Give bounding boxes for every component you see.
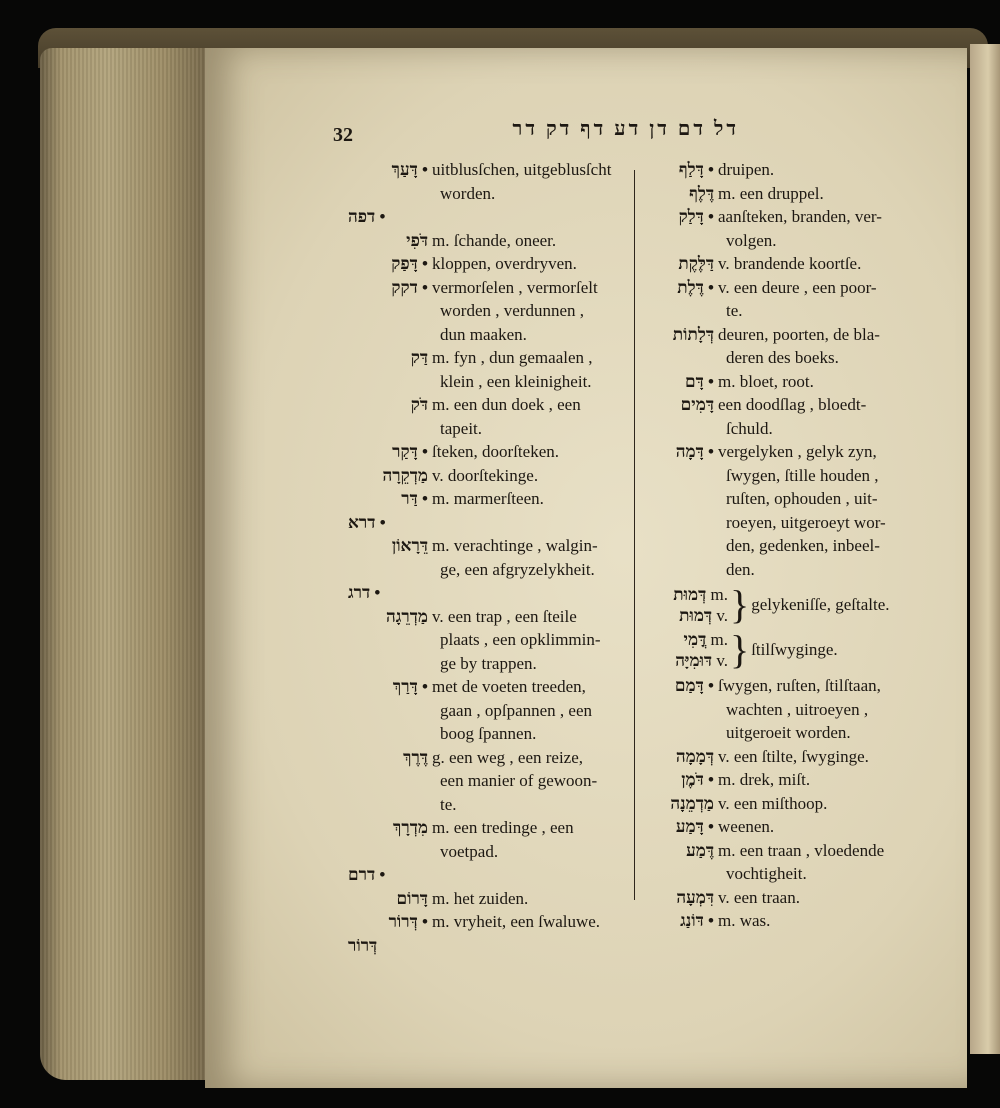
dictionary-entry [348, 276, 628, 347]
right-column [658, 158, 930, 933]
gender-mark: m. [710, 630, 728, 649]
book-page-edges [40, 48, 218, 1080]
hebrew-headword: • דְּרוֹר [388, 912, 428, 931]
definition-line: g. een weg , een reize, [432, 747, 584, 767]
hebrew-headword: דָּרוֹם [396, 888, 428, 908]
hebrew-headword: דֹּק [410, 395, 428, 414]
root-entry [348, 205, 628, 229]
dictionary-entry [348, 393, 628, 440]
dictionary-entry [658, 839, 930, 886]
definition-line: ruſten, ophouden , uit- [726, 489, 878, 508]
gender-mark: m. [710, 585, 728, 604]
definition [428, 440, 628, 464]
dictionary-entry [658, 815, 930, 839]
definition [714, 839, 930, 886]
hebrew-headword: דֳּמִי [683, 630, 707, 649]
definition [428, 464, 628, 488]
definition [428, 276, 628, 347]
dictionary-entry [348, 746, 628, 817]
definition-line: m. ſchande, oneer. [432, 230, 557, 250]
dictionary-entry [658, 674, 930, 745]
hebrew-headword: • דַּר [401, 489, 428, 508]
hebrew-headword: דְּלָתוֹת [672, 324, 714, 344]
definition [714, 158, 930, 182]
definition-line: aanſteken, branden, ver- [718, 207, 882, 226]
definition [428, 746, 628, 817]
hebrew-headword: • דפה [348, 207, 386, 226]
hebrew-headword: • דקק [391, 277, 428, 297]
definition [428, 252, 628, 276]
dictionary-entry [658, 276, 930, 323]
hebrew-headword: דּוּמִיָּה [675, 651, 713, 670]
dictionary-entry [658, 909, 930, 933]
definition-line: m. verachtinge , walgin- [432, 536, 598, 555]
definition-line: vermorſelen , vermorſelt [432, 277, 598, 297]
definition-line: worden. [440, 183, 496, 203]
definition-line: voetpad. [440, 841, 499, 861]
hebrew-headword: • דָּמַע [675, 817, 714, 836]
definition [714, 205, 930, 252]
hebrew-headword: • דָּרַךְ [392, 677, 428, 696]
brace-group-headwords [658, 629, 728, 671]
definition-line: volgen. [726, 230, 777, 250]
definition [428, 910, 628, 934]
dictionary-entry [348, 887, 628, 911]
dictionary-entry [658, 440, 930, 581]
hebrew-headword: דְּמָמָה [675, 746, 714, 766]
hebrew-headword: • דָּלַף [678, 160, 714, 179]
definition-line: v. een ſtilte, ſwyginge. [718, 746, 869, 766]
hebrew-headword: דַּלֶּקֶת [678, 254, 714, 273]
brace-group [658, 584, 930, 626]
definition [714, 674, 930, 745]
facing-page-edge [970, 44, 1000, 1054]
brace-group-word [658, 650, 728, 671]
definition-line: v. een miſthoop. [718, 793, 828, 813]
left-column [348, 158, 628, 957]
definition [714, 815, 930, 839]
dictionary-entry [348, 464, 628, 488]
definition-line: uitblusſchen, uitgeblusſcht [432, 160, 612, 179]
definition-line: m. vryheit, een ſwaluwe. [432, 912, 601, 931]
dictionary-entry [348, 158, 628, 205]
brace-group-word [658, 584, 728, 605]
definition [428, 346, 628, 393]
hebrew-headword: דָּמִים [680, 395, 714, 414]
brace-groups [658, 584, 930, 671]
definition-line: worden , verdunnen , [440, 301, 584, 320]
dictionary-entry [658, 393, 930, 440]
curly-brace: } [730, 582, 750, 627]
hebrew-headword: דֵּרָאוֹן [391, 536, 428, 555]
dictionary-entry [658, 252, 930, 276]
hebrew-headword: • דָּמָה [675, 442, 714, 461]
definition-line: m. marmerſteen. [432, 489, 544, 508]
definition-line: ge by trappen. [440, 653, 537, 673]
definition [428, 605, 628, 676]
root-entry [348, 511, 628, 535]
definition-line: vochtigheit. [726, 864, 807, 883]
dictionary-entry [348, 487, 628, 511]
definition-line: ſwygen, ſtille houden , [726, 465, 879, 485]
hebrew-headword: דְּרוֹר [348, 935, 378, 955]
definition [428, 816, 628, 863]
definition-line: druipen. [718, 160, 775, 179]
definition-line: ſteken, doorſteken. [432, 442, 559, 461]
hebrew-headword: דְּמוּת [679, 606, 713, 625]
dictionary-entry [348, 440, 628, 464]
definition-line: te. [726, 301, 743, 320]
dictionary-entry [658, 768, 930, 792]
definition-line: deren des boeks. [726, 348, 839, 367]
brace-group-gloss: ſtilſwyginge. [751, 640, 838, 659]
definition [428, 675, 628, 746]
hebrew-headword: • דּוֹנַג [680, 911, 714, 930]
definition-line: boog ſpannen. [440, 724, 537, 743]
definition-line: vergelyken , gelyk zyn, [718, 442, 877, 461]
hebrew-headword: מַדְקֵרָה [382, 465, 428, 485]
dictionary-entry [658, 792, 930, 816]
definition-line: uitgeroeit worden. [726, 723, 851, 742]
definition-line: m. het zuiden. [432, 888, 529, 908]
dictionary-entry [658, 158, 930, 182]
definition-line: m. een dun doek , een [432, 395, 581, 414]
definition-line: m. een druppel. [718, 183, 824, 203]
hebrew-headword: דֹּפִי [406, 230, 428, 250]
definition-line: den. [726, 559, 755, 579]
definition [428, 534, 628, 581]
definition [714, 886, 930, 910]
brace-group-word [658, 629, 728, 650]
hebrew-headword: • דרא [348, 512, 386, 532]
definition-line: m. drek, miſt. [718, 770, 811, 789]
hebrew-headword: • דָּלַק [678, 207, 714, 226]
definition-line: klein , een kleinigheit. [440, 371, 592, 391]
hebrew-headword: מַדְמֵנָה [670, 793, 714, 813]
definition-line: tapeit. [440, 418, 483, 438]
definition-line: weenen. [718, 817, 775, 836]
definition [428, 887, 628, 911]
definition [714, 370, 930, 394]
dictionary-entry [348, 534, 628, 581]
brace-group-gloss: gelykeniſſe, geſtalte. [751, 595, 890, 614]
definition-line: te. [440, 794, 457, 814]
dictionary-entry [348, 910, 628, 934]
definition [714, 768, 930, 792]
dictionary-page [205, 48, 967, 1088]
hebrew-headword: • דָּקַר [392, 442, 428, 461]
definition-line: m. fyn , dun gemaalen , [432, 348, 593, 367]
definition [714, 393, 930, 440]
definition [428, 487, 628, 511]
definition-line: roeyen, uitgeroeyt wor- [726, 512, 886, 532]
right-column-entries-bottom [658, 674, 930, 933]
definition-line: den, gedenken, inbeel- [726, 536, 880, 555]
hebrew-headword: • דֹּמֶן [681, 770, 714, 789]
root-entry [348, 863, 628, 887]
hebrew-headword: דִּמְעָה [676, 887, 714, 907]
dictionary-entry [348, 675, 628, 746]
dictionary-entry [658, 323, 930, 370]
root-entry [348, 581, 628, 605]
hebrew-headword: דְּמוּת [673, 585, 707, 604]
definition [428, 158, 628, 205]
definition-line: een doodſlag , bloedt- [718, 395, 867, 414]
definition-line: v. een deure , een poor- [718, 277, 877, 297]
hebrew-headword: • דֶּלֶת [677, 277, 714, 297]
dictionary-entry [658, 886, 930, 910]
dictionary-entry [348, 605, 628, 676]
definition-line: gaan , opſpannen , een [440, 700, 592, 720]
dictionary-entry [348, 816, 628, 863]
definition [714, 909, 930, 933]
definition [428, 393, 628, 440]
definition-line: m. een tredinge , een [432, 818, 574, 837]
definition [714, 323, 930, 370]
definition [714, 276, 930, 323]
definition-line: v. brandende koortſe. [718, 254, 862, 273]
hebrew-headword: דֶּרֶךְ [403, 747, 428, 767]
definition-line: v. doorſtekinge. [432, 465, 539, 485]
hebrew-headword: • דָּמַם [674, 676, 714, 695]
hebrew-headword: • דרם [348, 865, 386, 884]
hebrew-headword: דַּק [410, 348, 428, 367]
dictionary-entry [658, 182, 930, 206]
gender-mark: v. [716, 606, 728, 625]
definition [714, 792, 930, 816]
definition-line: kloppen, overdryven. [432, 254, 577, 273]
definition-line: ſchuld. [726, 418, 773, 438]
definition-line: m. een traan , vloedende [718, 840, 885, 860]
running-head: דל דם דן דע דף דק דר [512, 118, 739, 140]
definition-line: m. bloet, root. [718, 371, 814, 391]
hebrew-headword: • דרג [348, 583, 381, 602]
hebrew-headword: מִדְרָךְ [393, 818, 428, 837]
definition-line: ſwygen, ruſten, ſtilſtaan, [718, 676, 881, 695]
definition-line: ge, een afgryzelykheit. [440, 559, 595, 579]
definition-line: dun maaken. [440, 324, 527, 344]
hebrew-headword: דֶּמַע [686, 840, 714, 860]
definition [714, 252, 930, 276]
definition [714, 745, 930, 769]
dictionary-entry [658, 205, 930, 252]
definition [428, 229, 628, 253]
definition-line: met de voeten treeden, [432, 677, 586, 696]
definition-line: v. een traan. [718, 887, 800, 907]
definition-line: deuren, poorten, de bla- [718, 324, 880, 344]
dictionary-entry [658, 370, 930, 394]
right-column-entries-top [658, 158, 930, 581]
column-divider [634, 170, 635, 900]
definition-line: een manier of gewoon- [440, 771, 598, 790]
hebrew-headword: • דָּפַק [391, 254, 428, 273]
dictionary-entry [348, 346, 628, 393]
dictionary-entry [658, 745, 930, 769]
brace-group-word [658, 605, 728, 626]
definition-line: m. was. [718, 911, 771, 930]
hebrew-headword: דֶּלֶף [689, 183, 714, 203]
definition [714, 182, 930, 206]
root-entry [348, 934, 628, 958]
definition [714, 440, 930, 581]
dictionary-entry [348, 252, 628, 276]
hebrew-headword: • דָּם [685, 371, 714, 391]
brace-group-headwords [658, 584, 728, 626]
brace-group [658, 629, 930, 671]
definition-line: v. een trap , een ſteile [432, 606, 577, 626]
gender-mark: v. [716, 651, 728, 670]
hebrew-headword: • דָּעַךְ [391, 160, 428, 179]
curly-brace: } [730, 627, 750, 672]
definition-line: plaats , een opklimmin- [440, 630, 601, 649]
dictionary-entry [348, 229, 628, 253]
page-number: 32 [333, 124, 353, 146]
definition-line: wachten , uitroeyen , [726, 699, 869, 719]
hebrew-headword: מַדְרֵגָה [386, 606, 428, 626]
